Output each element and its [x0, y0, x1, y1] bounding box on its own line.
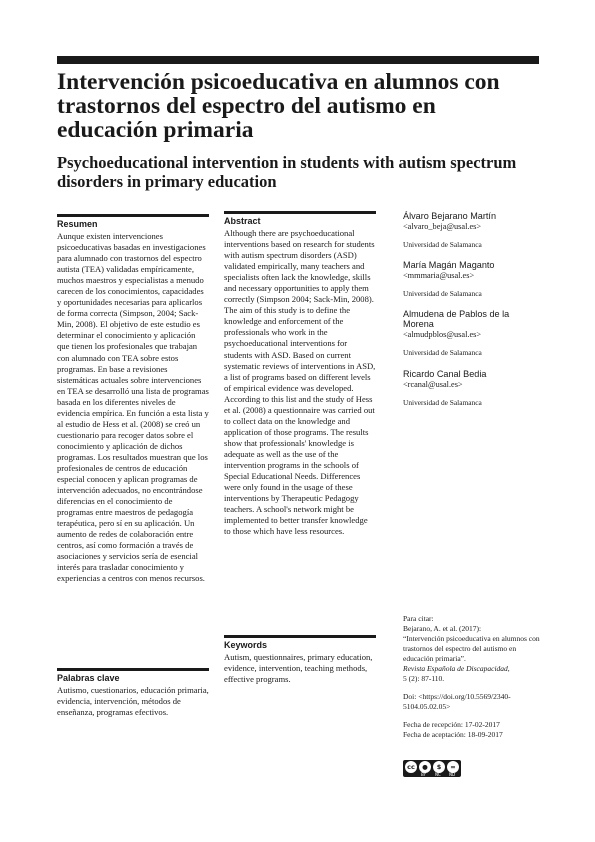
keywords-heading: Keywords	[224, 635, 376, 651]
title-spanish: Intervención psicoeducativa en alumnos con trastornos del espectro del autismo en educación primaria	[57, 69, 500, 143]
author-block	[403, 260, 539, 299]
author-email[interactable]: <rcanal@usal.es>	[403, 380, 463, 389]
author-name: Almudena de Pablos de la Morena	[403, 309, 510, 329]
keywords-text: Autism, questionnaires, primary education, evidence, intervention, teaching methods, effective programs.	[224, 652, 373, 685]
abstract-section	[224, 211, 376, 537]
author-block	[403, 369, 539, 408]
citation-doi[interactable]: Doi: <https://doi.org/10.5569/2340-5104.05.02.05>	[403, 692, 511, 711]
abstract-heading: Abstract	[224, 211, 376, 227]
palabras-clave-section	[57, 668, 209, 718]
author-affiliation: Universidad de Salamanca	[403, 398, 482, 407]
citation-label: Para citar:	[403, 614, 434, 623]
by-icon: ●	[419, 761, 431, 773]
cc-license-badge[interactable]	[403, 760, 461, 777]
author-name: Álvaro Bejarano Martín	[403, 211, 497, 221]
keywords-section	[224, 635, 376, 685]
author-block	[403, 309, 539, 358]
nd-icon: =	[447, 761, 459, 773]
author-affiliation: Universidad de Salamanca	[403, 240, 482, 249]
nc-icon: $	[433, 761, 445, 773]
abstract-text: Although there are psychoeducational interventions based on research for students with autism spectrum disorders (ASD) validated empirically, many teachers and specialists often lack the knowledge, skills and necessary opportunities to apply them correctly (Simpson 2004; Sack-Min, 2008). The aim of this study is to define the knowledge and enforcement of the professionals who work in the psychoeducational interventions for students with ASD. Based on current systematic reviews of interventions in ASD, a list of programs based on different levels of empirical evidence was developed. According to this list and the study of Hess et al. (2008) a questionnaire was carried out to collect data on the knowledge and application of those programs. The results show that professionals' knowledge is adequate as well as the use of the intervention programs in the schools of Special Educational Needs. Differences were only found in the usage of these interventions by Therapeutic Pedagogy teachers. A school's network might be implemented to better transfer knowledge to those which have less resources.	[224, 228, 376, 537]
top-rule	[57, 56, 539, 64]
cc-icon: cc	[405, 761, 417, 773]
author-affiliation: Universidad de Salamanca	[403, 289, 482, 298]
palabras-clave-text: Autismo, cuestionarios, educación primaria, evidencia, intervención, métodos de enseñanza, programas efectivos.	[57, 685, 209, 718]
accepted-date: Fecha de aceptación: 18-09-2017	[403, 730, 503, 739]
citation-authors: Bejarano, A. et al. (2017):	[403, 624, 482, 633]
cc-nc-label: NC	[435, 772, 441, 777]
citation-title: “Intervención psicoeducativa en alumnos con trastornos del espectro del autismo en educación primaria”.	[403, 634, 540, 663]
cc-nd-label: ND	[449, 772, 456, 777]
author-block	[403, 211, 539, 250]
received-date: Fecha de recepción: 17-02-2017	[403, 720, 500, 729]
resumen-text: Aunque existen intervenciones psicoeducativas basadas en investigaciones para alumnado con trastornos del espectro autista (TEA) validadas empíricamente, muchos maestros y especialistas a menudo carecen de los conocimientos, capacidades y oportunidades necesarias para aplicarlos de forma correcta (Simpson, 2004; Sack-Min, 2008). El objetivo de este estudio es determinar el conocimiento y aplicación que tienen los profesionales que trabajan con alumnado con TEA sobre estos programas. En base a revisiones sistemáticas actuales sobre intervenciones en TEA se desarrolló una lista de programas basada en los diferentes niveles de evidencia empírica. En función a esta lista y al estudio de Hess et al. (2008) se creó un cuestionario para recoger datos sobre el conocimiento y aplicación de dichos programas. Los resultados muestran que los profesionales de centros de educación especial conocen y aplican programas de intervención adecuados, no encontrándose diferencias en el conocimiento de programas entre maestros de pedagogía terapéutica, pero sí en su aplicación. Un aumento de redes de colaboración entre centros, así como formación a través de asociaciones y servicios sería de esencial interés para trasladar conocimiento y experiencias a centros con menos recursos.	[57, 231, 209, 584]
citation-block	[403, 614, 543, 740]
palabras-clave-heading: Palabras clave	[57, 668, 209, 684]
author-email[interactable]: <mmmaria@usal.es>	[403, 271, 475, 280]
citation-volume: 5 (2): 87-110.	[403, 674, 445, 683]
author-affiliation: Universidad de Salamanca	[403, 348, 482, 357]
cc-by-label: BY	[421, 772, 426, 777]
author-email[interactable]: <almudpblos@usal.es>	[403, 330, 482, 339]
author-email[interactable]: <alvaro_beja@usal.es>	[403, 222, 482, 231]
resumen-section	[57, 214, 209, 585]
author-name: Ricardo Canal Bedia	[403, 369, 487, 379]
resumen-heading: Resumen	[57, 214, 209, 230]
title-english: Psychoeducational intervention in students with autism spectrum disorders in primary education	[57, 153, 517, 191]
author-name: María Magán Maganto	[403, 260, 495, 270]
citation-journal: Revista Española de Discapacidad,	[403, 664, 510, 673]
